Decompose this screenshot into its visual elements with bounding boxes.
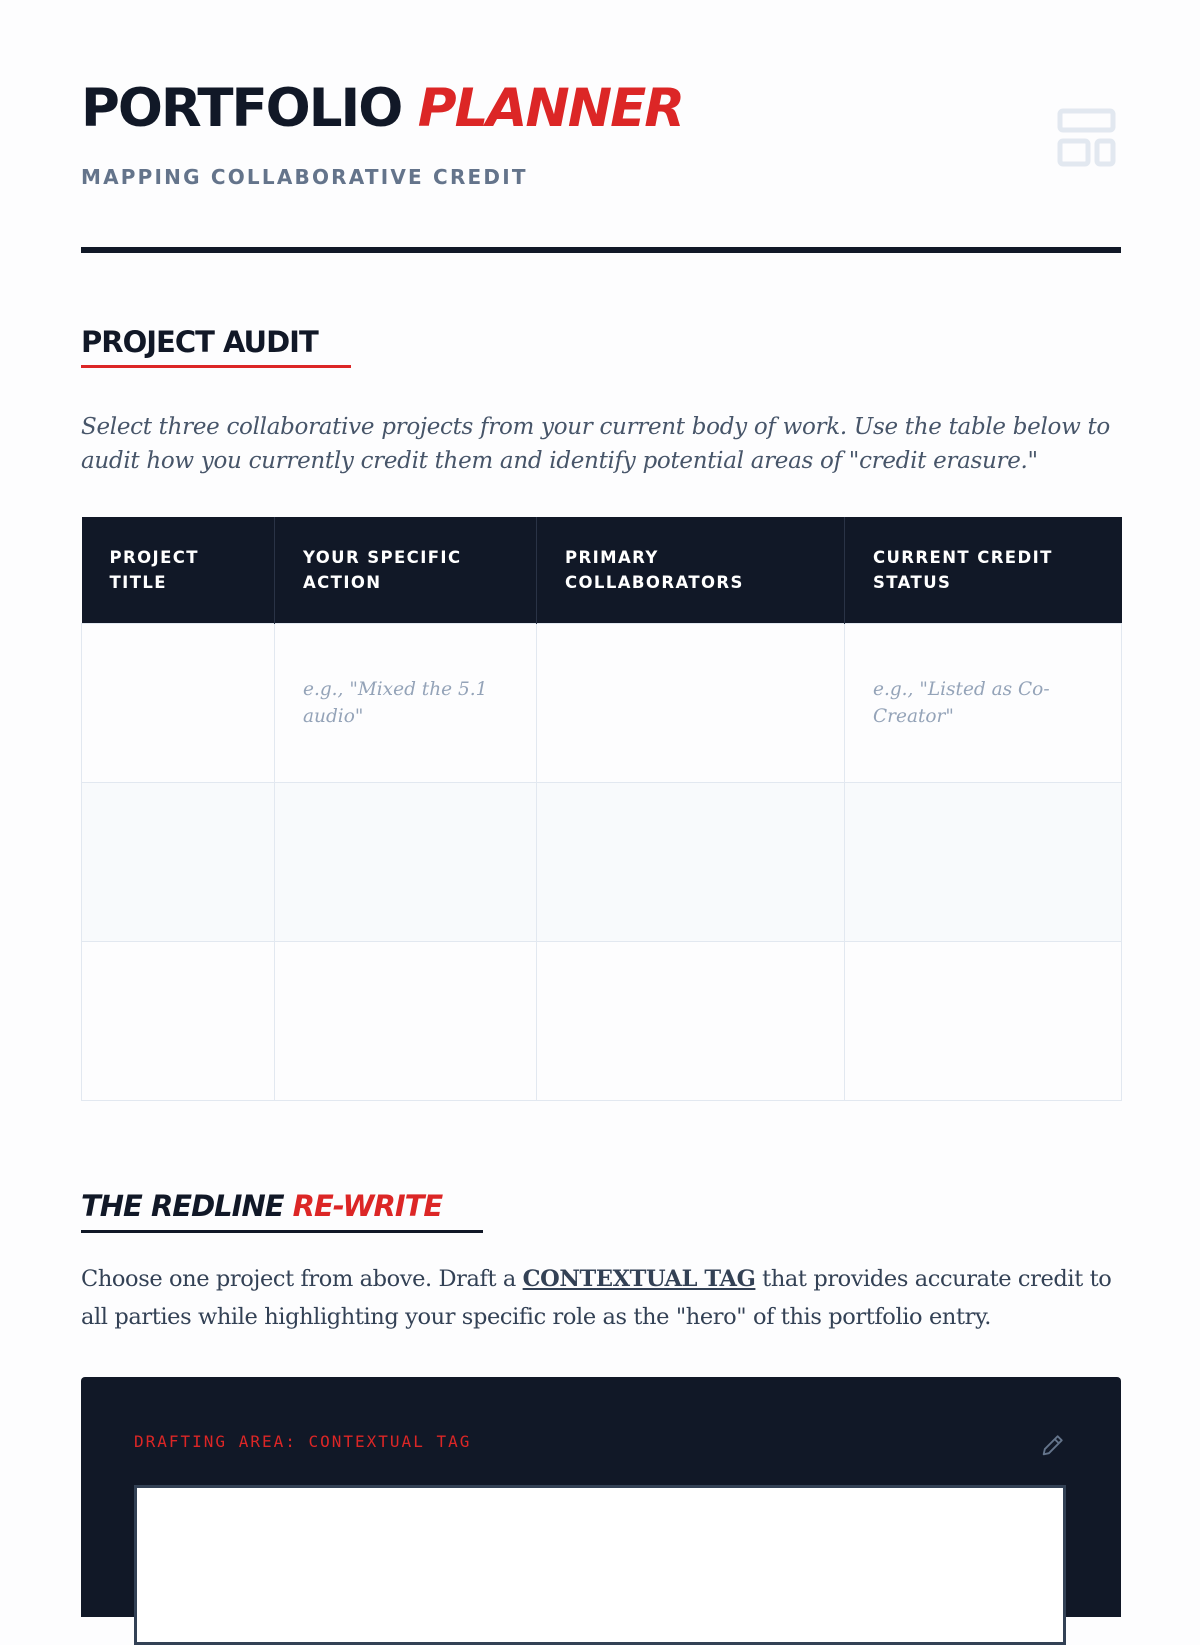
table-row	[82, 941, 1122, 1100]
header	[81, 0, 1121, 255]
column-header-your-specific-action: YOUR SPECIFIC ACTION	[275, 517, 537, 623]
column-header-primary-collaborators: PRIMARY COLLABORATORS	[537, 517, 845, 623]
contextual-tag-highlight: CONTEXTUAL TAG	[522, 1266, 756, 1292]
table-row	[82, 623, 1122, 782]
project-audit-intro: Select three collaborative projects from your current body of work. Use the table below to audit how you currently credit them and identify potential areas of "credit erasure."	[81, 414, 1110, 474]
cell-project-title[interactable]	[82, 623, 275, 782]
table-header-row	[82, 517, 1122, 623]
cell-credit-status[interactable]: e.g., "Listed as Co-Creator"	[845, 623, 1122, 782]
redline-instruction	[81, 1260, 1121, 1336]
cell-specific-action[interactable]: e.g., "Mixed the 5.1 audio"	[275, 623, 537, 782]
instruction-after: that provides accurate credit to all parties while highlighting your specific role as the "hero" of this portfolio entry.	[81, 1266, 1112, 1330]
redline-heading-main: THE REDLINE	[81, 1189, 284, 1223]
cell-project-title[interactable]	[82, 782, 275, 941]
cell-primary-collaborators[interactable]	[537, 623, 845, 782]
title-main: PORTFOLIO	[81, 78, 402, 139]
cell-primary-collaborators[interactable]	[537, 941, 845, 1100]
pencil-icon	[1039, 1431, 1067, 1459]
drafting-area-label: DRAFTING AREA: CONTEXTUAL TAG	[134, 1432, 472, 1451]
contextual-tag-draft-input[interactable]	[134, 1485, 1066, 1645]
page-subtitle: MAPPING COLLABORATIVE CREDIT	[81, 165, 528, 189]
cell-project-title[interactable]	[82, 941, 275, 1100]
header-divider	[81, 247, 1121, 253]
column-header-project-title: PROJECT TITLE	[82, 517, 275, 623]
redline-rewrite-underline	[81, 1230, 483, 1233]
cell-primary-collaborators[interactable]	[537, 782, 845, 941]
cell-specific-action[interactable]	[275, 782, 537, 941]
drafting-area	[81, 1377, 1121, 1617]
cell-specific-action[interactable]	[275, 941, 537, 1100]
table-row	[82, 782, 1122, 941]
redline-rewrite-heading	[81, 1189, 443, 1223]
layout-icon	[1057, 108, 1116, 167]
cell-credit-status[interactable]	[845, 941, 1122, 1100]
project-audit-table	[81, 517, 1122, 1101]
instruction-before: Choose one project from above. Draft a	[81, 1266, 523, 1292]
redline-heading-accent: RE-WRITE	[292, 1189, 443, 1223]
worksheet-page	[81, 0, 1121, 1451]
project-audit-heading: PROJECT AUDIT	[81, 325, 318, 359]
cell-credit-status[interactable]	[845, 782, 1122, 941]
title-accent: PLANNER	[417, 78, 684, 139]
column-header-current-credit-status: CURRENT CREDIT STATUS	[845, 517, 1122, 623]
project-audit-underline	[81, 365, 351, 368]
page-title	[81, 78, 684, 139]
